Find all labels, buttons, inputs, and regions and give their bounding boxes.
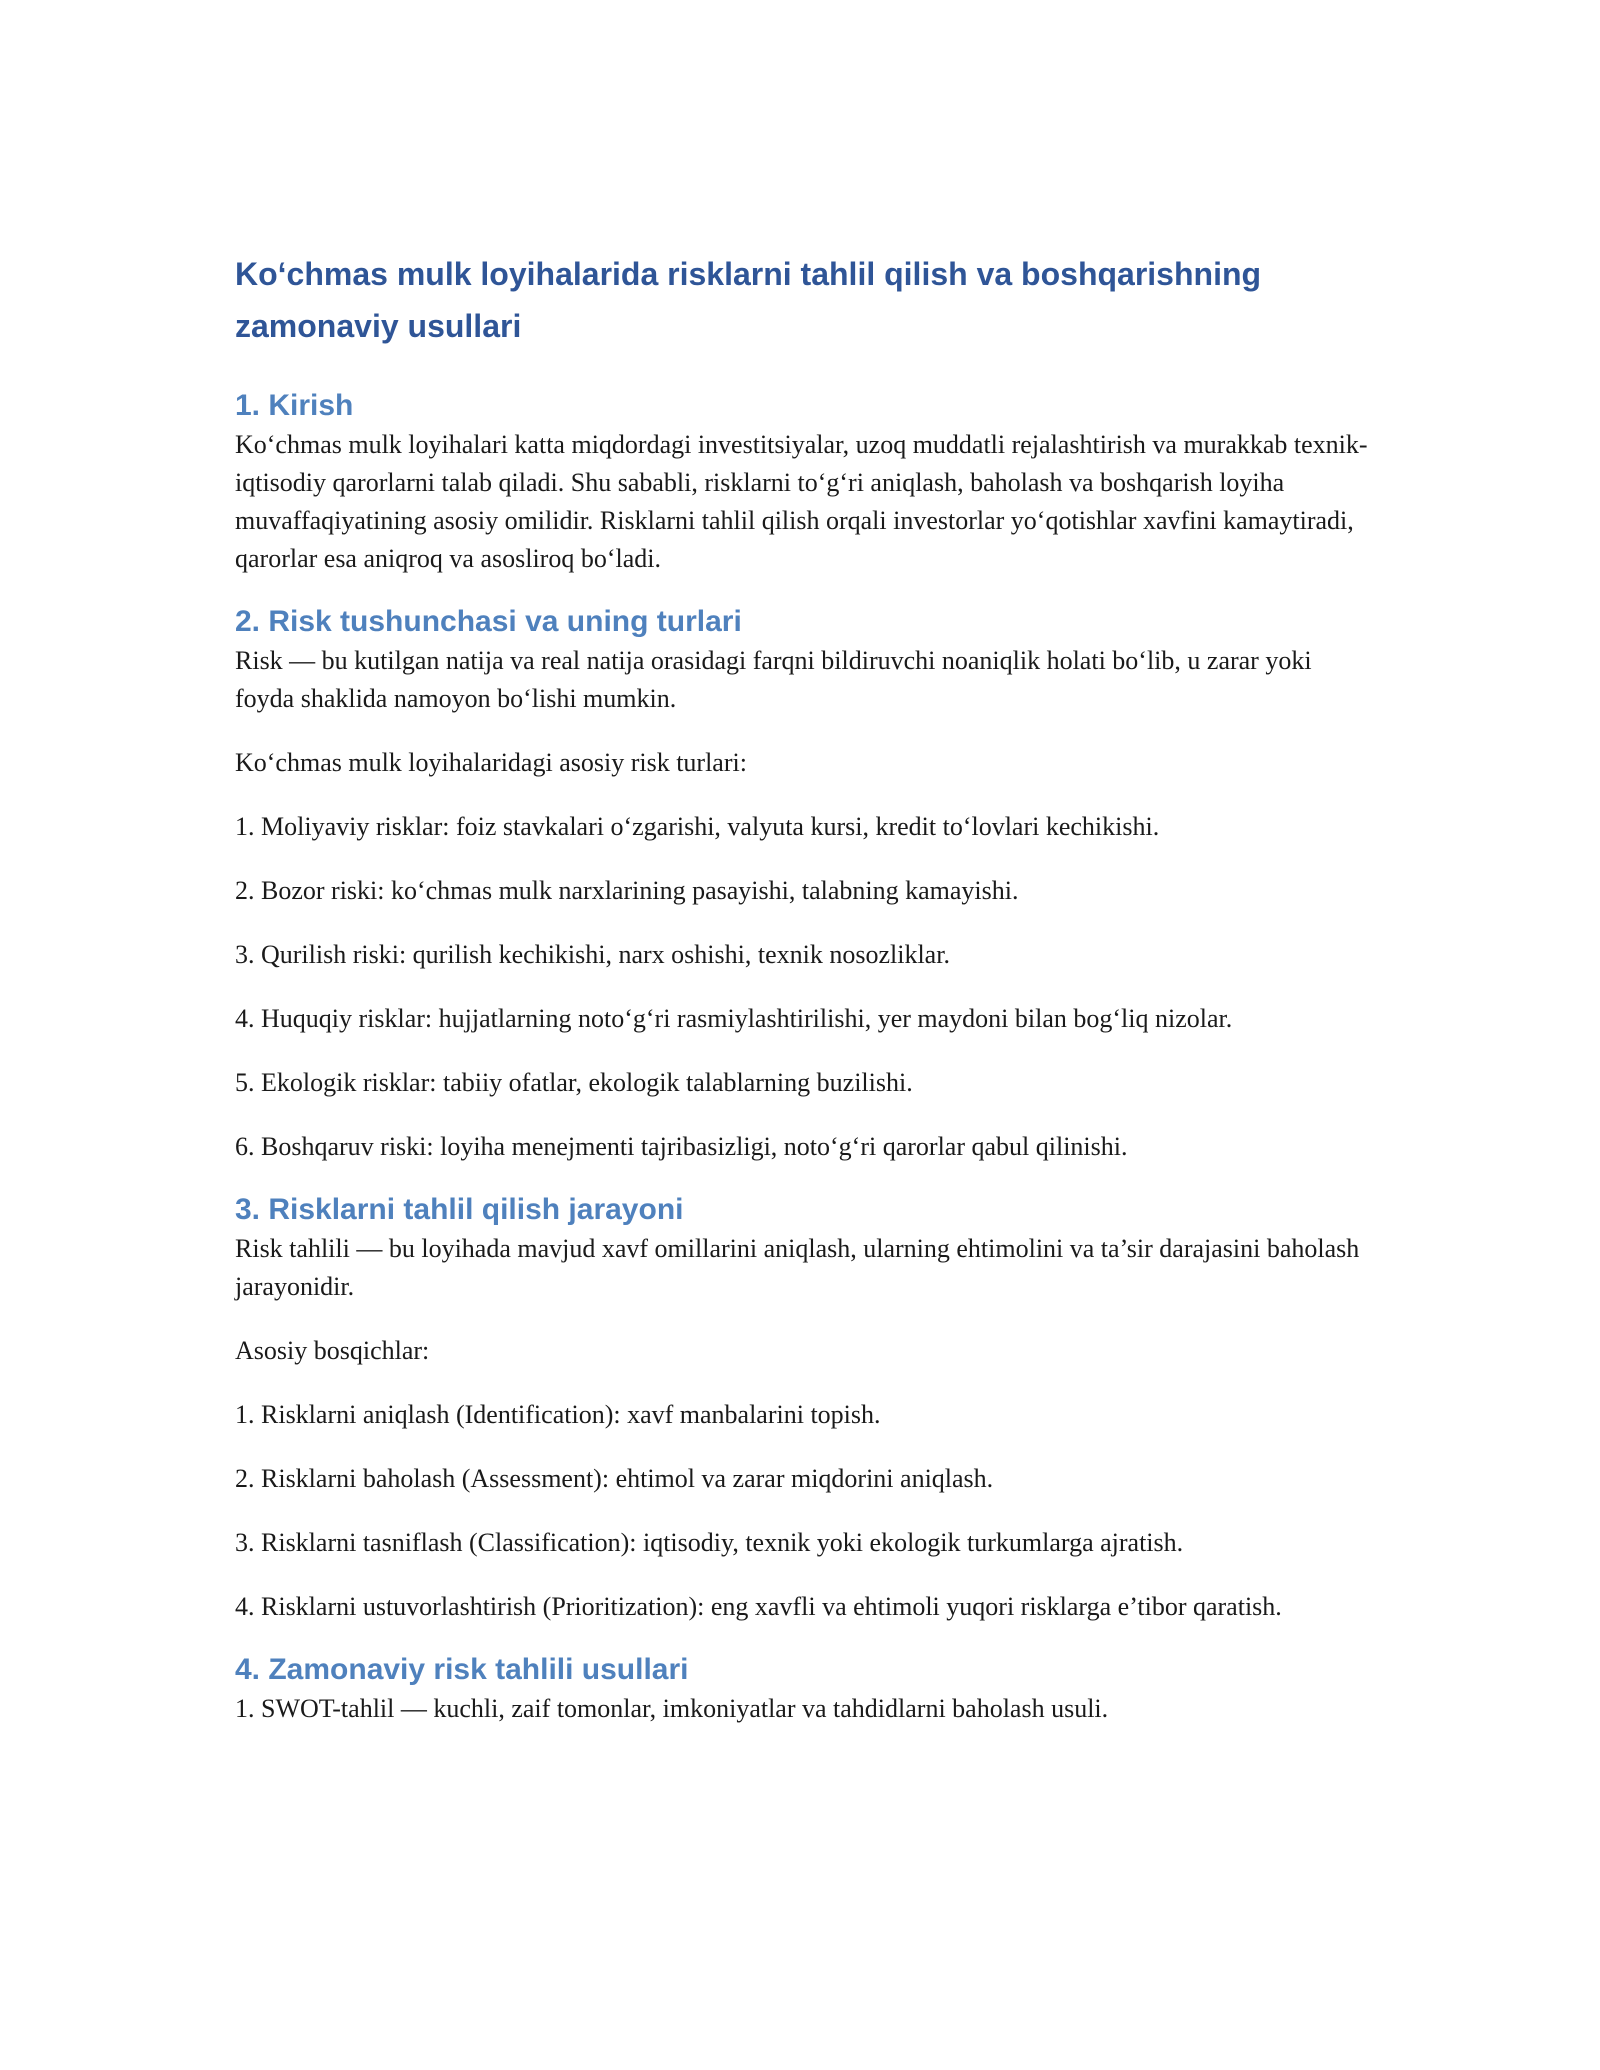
risk-types-list xyxy=(235,808,1375,1166)
document-body xyxy=(235,248,1375,1728)
document-title: Ko‘chmas mulk loyihalarida risklarni tahlil qilish va boshqarishning zamonaviy usullari xyxy=(235,256,1262,344)
list-item: 2. Risklarni baholash (Assessment): ehtimol va zarar miqdorini aniqlash. xyxy=(235,1464,994,1493)
list-item: 4. Huquqiy risklar: hujjatlarning noto‘g‘ri rasmiylashtirilishi, yer maydoni bilan bog‘liq nizolar. xyxy=(235,1004,1233,1033)
section-heading: 4. Zamonaviy risk tahlili usullari xyxy=(235,1653,689,1686)
list-item: 5. Ekologik risklar: tabiiy ofatlar, ekologik talablarning buzilishi. xyxy=(235,1068,913,1097)
section-heading: 3. Risklarni tahlil qilish jarayoni xyxy=(235,1193,684,1226)
list-item: 2. Bozor riski: ko‘chmas mulk narxlarining pasayishi, talabning kamayishi. xyxy=(235,876,1019,905)
list-item: 6. Boshqaruv riski: loyiha menejmenti tajribasizligi, noto‘g‘ri qarorlar qabul qilinishi. xyxy=(235,1132,1128,1161)
section-paragraph: Ko‘chmas mulk loyihalari katta miqdordagi investitsiyalar, uzoq muddatli rejalashtirish va murakkab texnik-iqtisodiy qarorlarni talab qiladi. Shu sababli, risklarni to‘g‘ri aniqlash, baholash va boshqarish loyiha muvaffaqiyatining asosiy omilidir. Risklarni tahlil qilish orqali investorlar yo‘qotishlar xavfini kamaytiradi, qarorlar esa aniqroq va asosliroq bo‘ladi. xyxy=(235,430,1368,573)
list-intro: Asosiy bosqichlar: xyxy=(235,1336,430,1365)
section-risk-turlari xyxy=(235,602,1375,1166)
section-paragraph: Risk — bu kutilgan natija va real natija orasidagi farqni bildiruvchi noaniqlik holati bo‘lib, u zarar yoki foyda shaklida namoyon bo‘lishi mumkin. xyxy=(235,646,1312,713)
list-item: 3. Qurilish riski: qurilish kechikishi, narx oshishi, texnik nosozliklar. xyxy=(235,940,950,969)
list-intro: Ko‘chmas mulk loyihalaridagi asosiy risk turlari: xyxy=(235,748,747,777)
list-item: 1. Risklarni aniqlash (Identification): xavf manbalarini topish. xyxy=(235,1400,881,1429)
section-heading: 1. Kirish xyxy=(235,389,354,422)
section-tahlil-jarayoni xyxy=(235,1190,1375,1626)
analysis-steps-list xyxy=(235,1396,1375,1626)
list-item: 1. Moliyaviy risklar: foiz stavkalari o‘zgarishi, valyuta kursi, kredit to‘lovlari kechikishi. xyxy=(235,812,1160,841)
list-item: 4. Risklarni ustuvorlashtirish (Prioritization): eng xavfli va ehtimoli yuqori risklarga e’tibor qaratish. xyxy=(235,1592,1282,1621)
section-kirish xyxy=(235,386,1375,578)
section-paragraph: Risk tahlili — bu loyihada mavjud xavf omillarini aniqlash, ularning ehtimolini va ta’sir darajasini baholash jarayonidir. xyxy=(235,1234,1360,1301)
list-item: 3. Risklarni tasniflash (Classification): iqtisodiy, texnik yoki ekologik turkumlarga ajratish. xyxy=(235,1528,1184,1557)
section-zamonaviy-usullar xyxy=(235,1650,1375,1728)
section-paragraph: 1. SWOT-tahlil — kuchli, zaif tomonlar, imkoniyatlar va tahdidlarni baholash usuli. xyxy=(235,1694,1109,1723)
section-heading: 2. Risk tushunchasi va uning turlari xyxy=(235,605,742,638)
